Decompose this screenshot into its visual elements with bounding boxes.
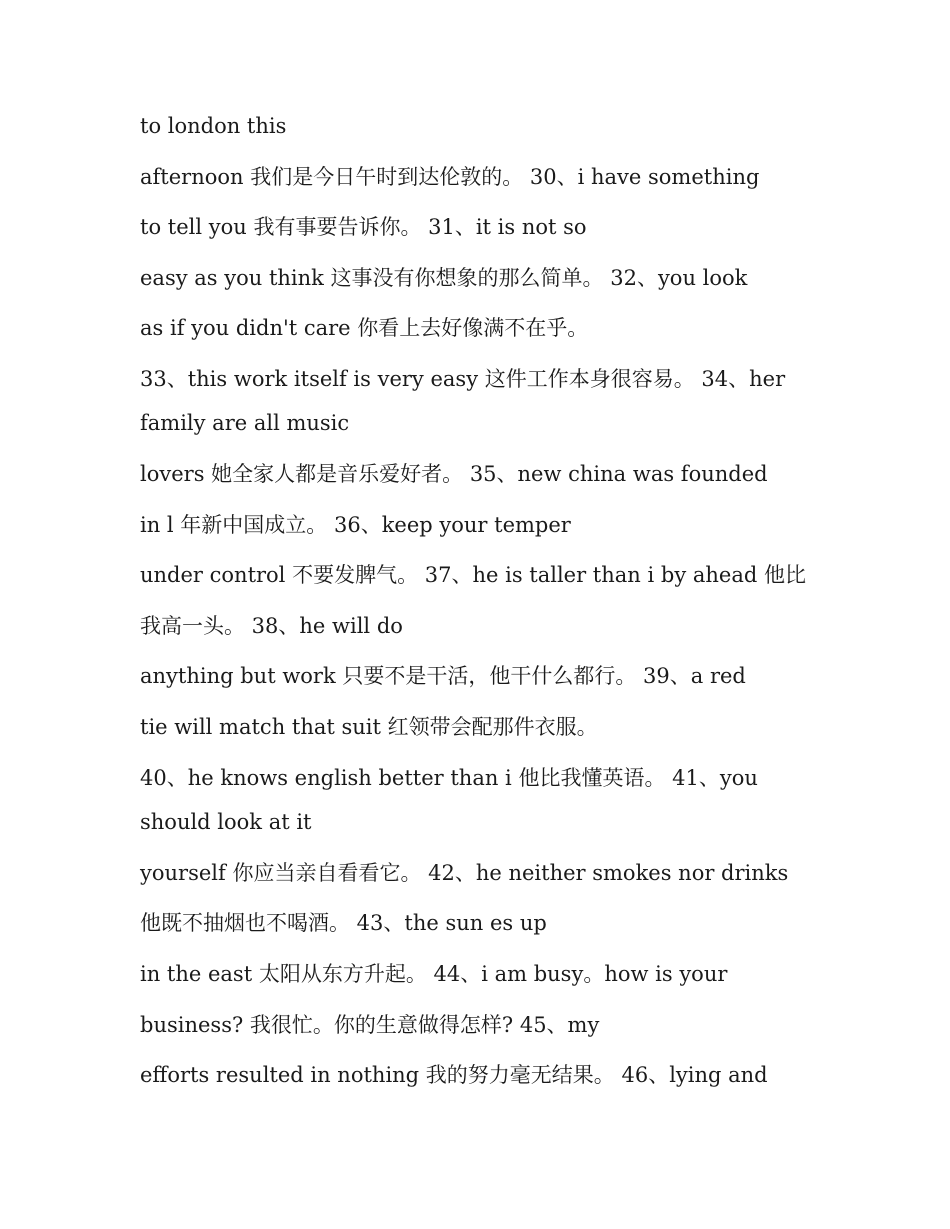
text-line: 40、he knows english better than i 他比我懂英语。 41、you xyxy=(140,765,758,790)
text-line: in l 年新中国成立。 36、keep your temper xyxy=(140,512,571,537)
text-line: easy as you think 这事没有你想象的那么简单。 32、you look xyxy=(140,265,748,290)
text-line: tie will match that suit 红领带会配那件衣服。 xyxy=(140,715,598,740)
text-line: efforts resulted in nothing 我的努力毫无结果。 46、lying and xyxy=(140,1063,768,1088)
text-line: lovers 她全家人都是音乐爱好者。 35、new china was founded xyxy=(140,462,768,487)
text-line: family are all music xyxy=(140,411,350,436)
text-line: business? 我很忙。你的生意做得怎样? 45、my xyxy=(140,1012,600,1037)
text-line: 他既不抽烟也不喝酒。 43、the sun es up xyxy=(140,911,547,936)
text-line: in the east 太阳从东方升起。 44、i am busy。how is your xyxy=(140,961,728,986)
text-line: as if you didn't care 你看上去好像满不在乎。 xyxy=(140,316,589,341)
text-line: to tell you 我有事要告诉你。 31、it is not so xyxy=(140,215,587,240)
text-line: should look at it xyxy=(140,810,312,835)
text-line: afternoon 我们是今日午时到达伦敦的。 30、i have something xyxy=(140,164,760,189)
text-line: to london this xyxy=(140,114,287,138)
text-line: under control 不要发脾气。 37、he is taller than i by ahead 他比 xyxy=(140,563,806,588)
document-body xyxy=(140,110,820,1110)
text-line: anything but work 只要不是干活，他干什么都行。 39、a red xyxy=(140,664,746,689)
text-line: 33、this work itself is very easy 这件工作本身很容易。 34、her xyxy=(140,366,786,391)
text-line: 我高一头。 38、he will do xyxy=(140,613,403,638)
text-line: yourself 你应当亲自看看它。 42、he neither smokes nor drinks xyxy=(140,860,789,885)
